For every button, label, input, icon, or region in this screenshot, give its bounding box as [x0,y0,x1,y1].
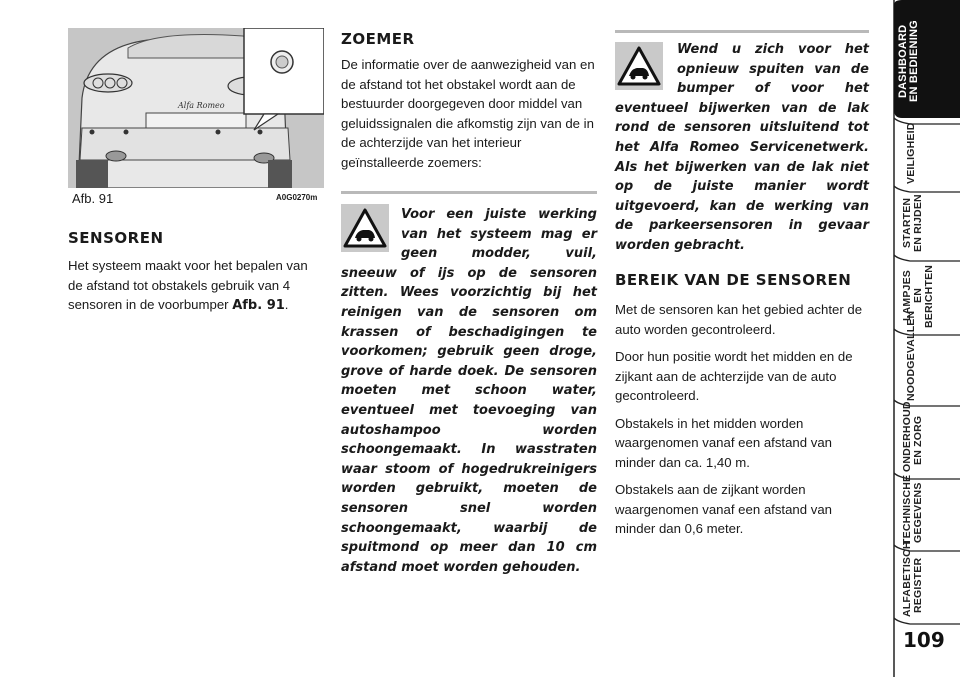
heading-sensoren: SENSOREN [68,229,164,247]
tab-noodgevallen[interactable]: NOODGEVALLEN [905,310,917,401]
zoemer-text: De informatie over de aanwezigheid van en de afstand tot het obstakel wordt aan de bestuurder doorgegeven door middel van geluidssignalen die afkomstig zijn van de in de achterzijde van het interieur geïnstalleerde zoemers: [341,57,595,170]
bereik-paragraph: Met de sensoren kan het gebied achter de auto worden gecontroleerd. [615,302,863,337]
figure-afb-91 [68,28,324,188]
car-rear-illustration [68,28,324,188]
warning-icon-spacer [341,205,401,263]
tab-starten[interactable]: STARTEN EN RIJDEN [901,194,924,252]
tab-veiligheid[interactable]: VEILIGHEID [905,122,917,184]
sensoren-text-end: . [284,297,289,312]
sensoren-text-main: Het systeem maakt voor het bepalen van de afstand tot obstakels gebruik van 4 sensoren in de voorbumper [68,258,308,312]
car-logo-text: Alfa Romeo [178,101,225,110]
bereik-paragraph: Obstakels in het midden worden waargenomen vanaf een afstand van minder dan ca. 1,40 m. [615,415,833,470]
chapter-sidebar [880,0,960,677]
page-number: 109 [903,628,945,652]
warning-icon-spacer [615,40,677,98]
warning-sensor-cleaning-text: Voor een juiste werking van het systeem mag er geen modder, vuil, sneeuw of ijs op de sensoren zitten. Wees voorzichtig bij het reinigen van de sensoren om krassen of beschadigingen te voorkomen; gebruik geen droge, grove of harde doek. De sensoren moeten met schoon water, eventueel met toevoeging van autoshampoo worden schoongemaakt. In wasstraten waar stoom of hogedrukreinigers worden gebruikt, moeten de sensoren snel worden schoongemaakt, waarbij de spuitmond op meer dan 10 cm afstand moet worden gehouden. [341,207,597,575]
warning-bumper-paint [615,40,869,256]
tab-register[interactable]: ALFABETISCH REGISTER [901,541,924,617]
heading-zoemer: ZOEMER [341,30,415,48]
sensoren-text [68,256,324,316]
heading-bereik: BEREIK VAN DE SENSOREN [615,271,852,289]
warning-sensor-cleaning [341,205,597,577]
warning-rule-right [615,30,869,33]
warning-bumper-paint-text: Wend u zich voor het opnieuw spuiten van de bumper of voor het eventueel bijwerken van de lak rond de sensoren uitsluitend tot het Alfa Romeo Servicenetwerk. Als het bijwerken van de lak niet op de juiste manier wordt uitgevoerd, kan de werking van de parkeersensoren in gevaar worden gebracht. [615,42,869,253]
tab-technische[interactable]: TECHNISCHE GEGEVENS [901,474,924,545]
bereik-paragraph: Obstakels aan de zijkant worden waargenomen vanaf een afstand van minder dan 0,6 meter. [615,482,833,536]
bereik-text [615,300,869,547]
bereik-paragraph: Door hun positie wordt het midden en de zijkant aan de achterzijde van de auto gecontroleerd. [615,349,853,403]
tab-onderhoud[interactable]: ONDERHOUD EN ZORG [901,401,924,472]
figure-label: Afb. 91 [72,191,114,206]
tab-dashboard[interactable]: DASHBOARD EN BEDIENING [897,20,920,102]
tab-lampjes[interactable]: LAMPJES EN BERICHTEN [901,264,935,328]
warning-rule-top [341,191,597,194]
figure-reference: Afb. 91 [232,298,285,313]
figure-code: A0G0270m [276,193,318,202]
